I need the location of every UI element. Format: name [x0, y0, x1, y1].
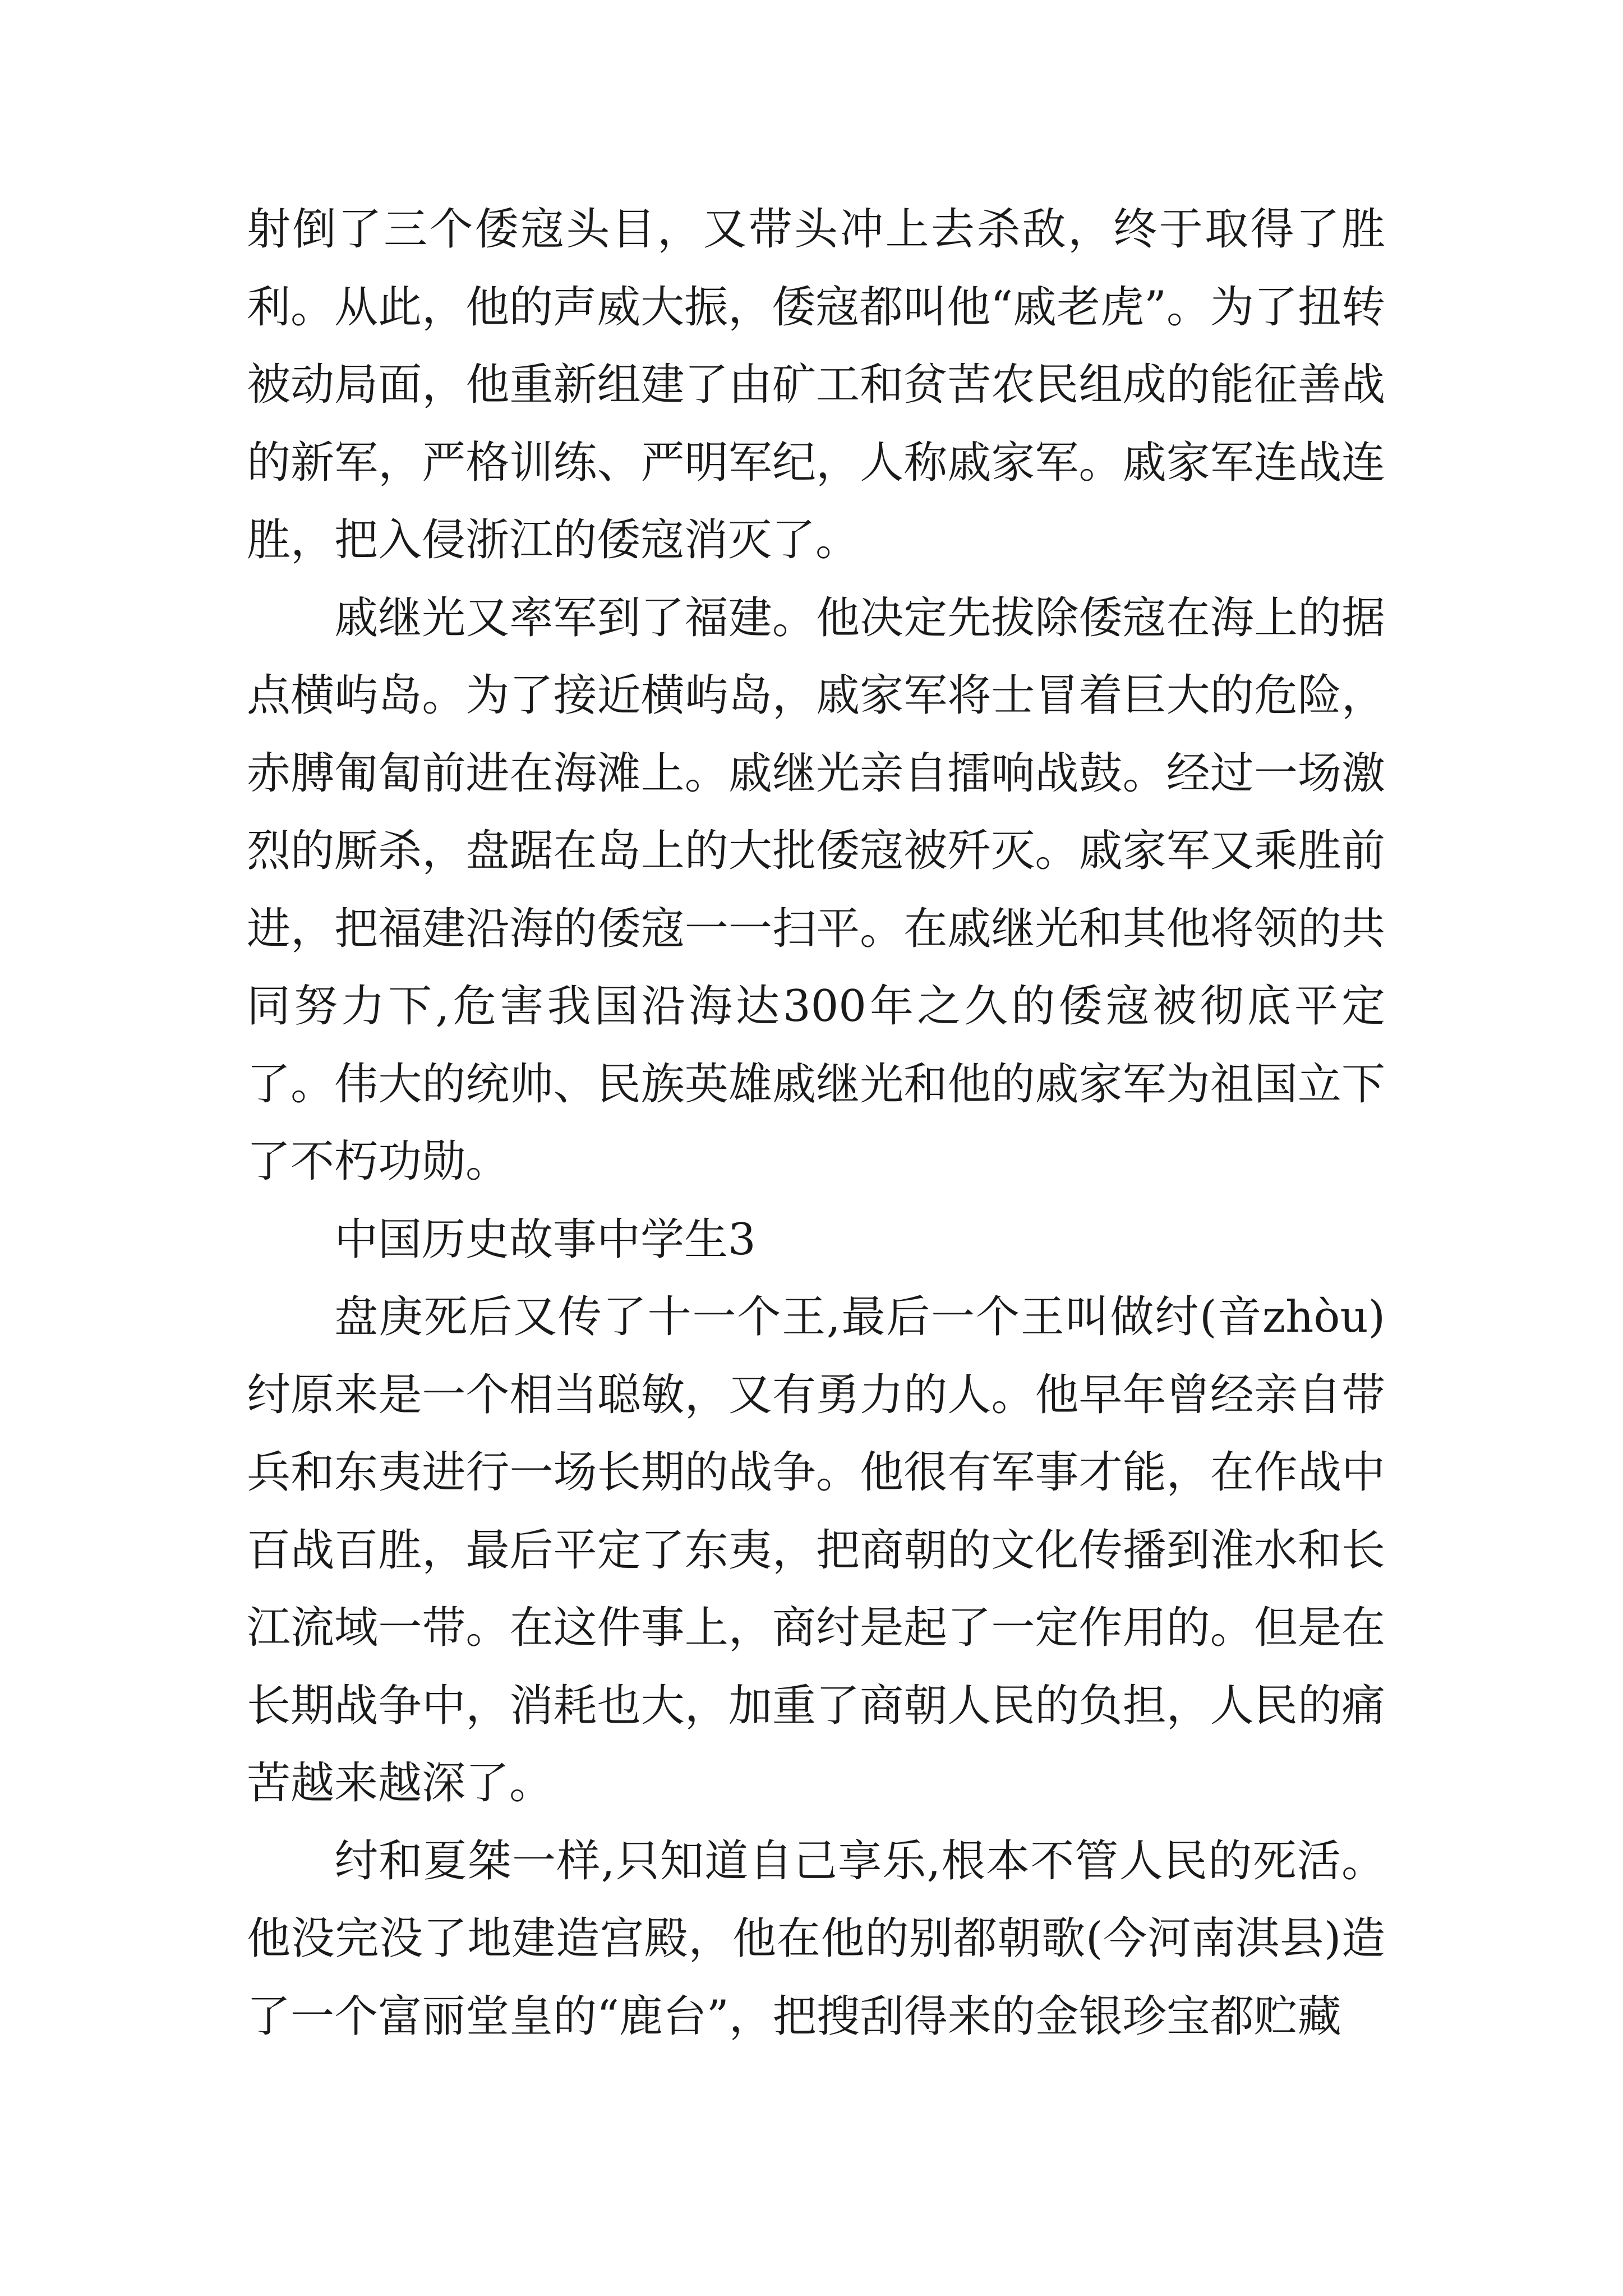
section-heading: 中国历史故事中学生3 — [334, 1214, 756, 1265]
paragraph-continuation: 射倒了三个倭寇头目，又带头冲上去杀敌，终于取得了胜利。从此，他的声威大振，倭寇都叫他“戚老虎”。为了扭转被动局面，他重新组建了由矿工和贫苦农民组成的能征善战的新军，严格训练、严明军纪，人称戚家军。戚家军连战连胜，把入侵浙江的倭寇消灭了。 — [247, 204, 1385, 565]
body-text — [247, 191, 1385, 2055]
paragraph-fujian: 戚继光又率军到了福建。他决定先拔除倭寇在海上的据点横屿岛。为了接近横屿岛，戚家军将士冒着巨大的危险，赤膊匍匐前进在海滩上。戚继光亲自擂响战鼓。经过一场激烈的厮杀，盘踞在岛上的大批倭寇被歼灭。戚家军又乘胜前进，把福建沿海的倭寇一一扫平。在戚继光和其他将领的共同努力下,危害我国沿海达300年之久的倭寇被彻底平定了。伟大的统帅、民族英雄戚继光和他的戚家军为祖国立下了不朽功勋。 — [247, 592, 1385, 1187]
paragraph-zhou-luxury: 纣和夏桀一样,只知道自己享乐,根本不管人民的死活。他没完没了地建造宫殿，他在他的别都朝歌(今河南淇县)造了一个富丽堂皇的“鹿台”，把搜刮得来的金银珍宝都贮藏 — [247, 1835, 1385, 2042]
paragraph-zhou-king: 盘庚死后又传了十一个王,最后一个王叫做纣(音zhòu)纣原来是一个相当聪敏，又有勇力的人。他早年曾经亲自带兵和东夷进行一场长期的战争。他很有军事才能，在作战中百战百胜，最后平定了东夷，把商朝的文化传播到淮水和长江流域一带。在这件事上，商纣是起了一定作用的。但是在长期战争中，消耗也大，加重了商朝人民的负担，人民的痛苦越来越深了。 — [247, 1292, 1385, 1809]
